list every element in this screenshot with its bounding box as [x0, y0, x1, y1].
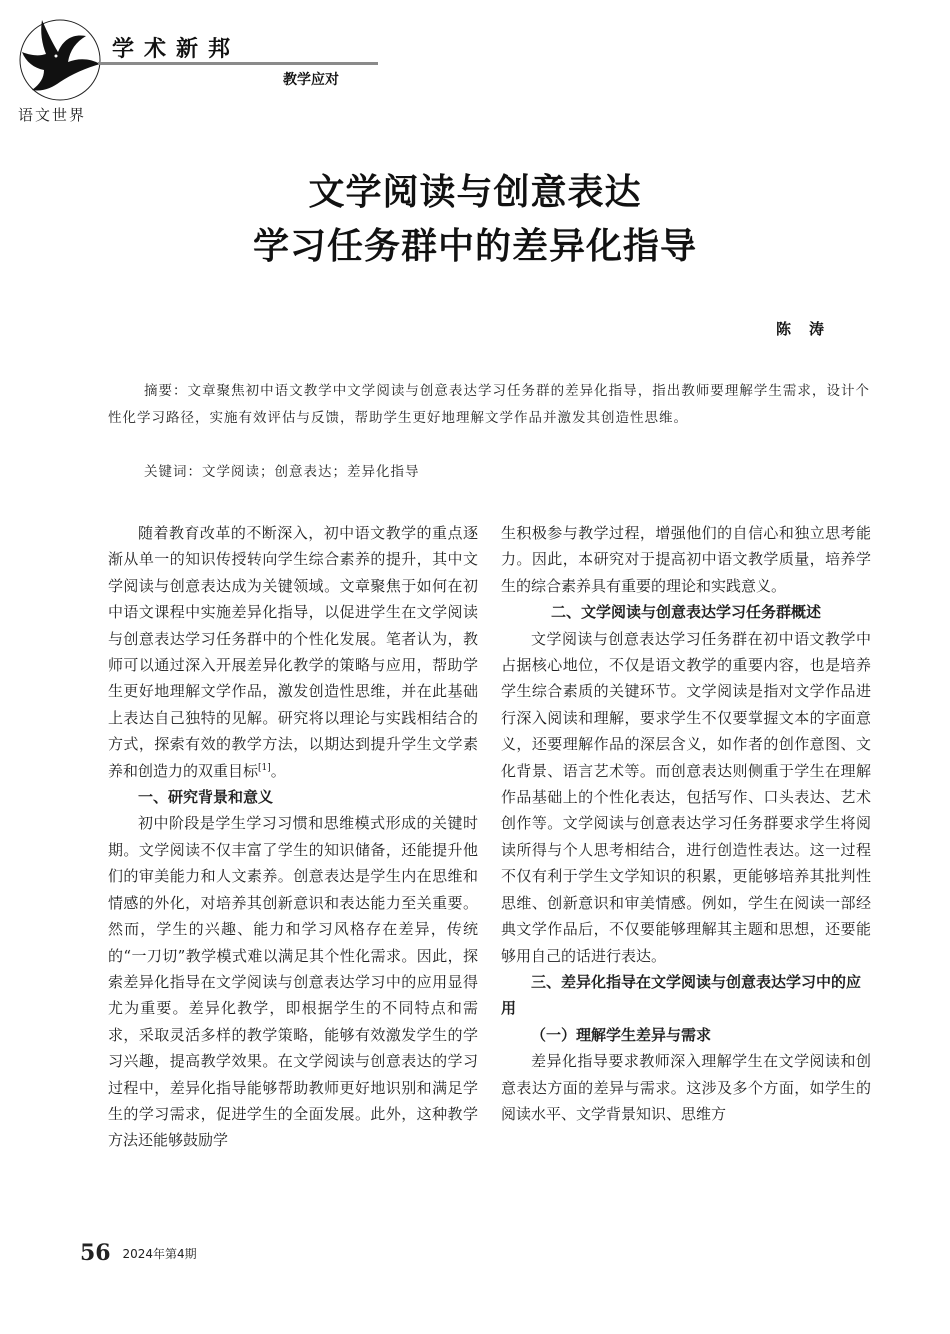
article-title-line-2: 学习任务群中的差异化指导 — [252, 226, 697, 267]
subsection-heading-1: （一）理解学生差异与需求 — [531, 1025, 712, 1044]
section-name: 教学应对 — [283, 72, 339, 88]
page-footer — [80, 1240, 197, 1266]
journal-logo — [12, 8, 112, 108]
intro-paragraph — [108, 520, 478, 784]
brand-name: 语文世界 — [18, 106, 87, 124]
header-rule — [98, 62, 378, 65]
column-name: 学术新邦 — [112, 37, 241, 62]
abstract: 摘要：文章聚焦初中语文教学中文学阅读与创意表达学习任务群的差异化指导，指出教师要理解学生需求，设计个性化学习路径，实施有效评估与反馈，帮助学生更好地理解文学作品并激发其创造性思维。 — [108, 383, 870, 426]
article-title-line-1: 文学阅读与创意表达 — [308, 172, 642, 213]
dove-logo-icon — [12, 8, 112, 108]
section-heading-2: 二、文学阅读与创意表达学习任务群概述 — [550, 603, 821, 622]
article-author: 陈涛 — [776, 320, 843, 338]
continued-paragraph: 生积极参与教学过程，增强他们的自信心和独立思考能力。因此，本研究对于提高初中语文教学质量，培养学生的综合素养具有重要的理论和实践意义。 — [501, 524, 871, 595]
keywords: 关键词：文学阅读；创意表达；差异化指导 — [144, 464, 420, 480]
section-heading-3: 三、差异化指导在文学阅读与创意表达学习中的应用 — [501, 972, 862, 1018]
right-column — [501, 520, 871, 1127]
citation-ref: [1] — [258, 762, 271, 773]
differences-paragraph: 差异化指导要求教师深入理解学生在文学阅读和创意表达方面的差异与需求。这涉及多个方面，如学生的阅读水平、文学背景知识、思维方 — [501, 1052, 871, 1123]
overview-paragraph: 文学阅读与创意表达学习任务群在初中语文教学中占据核心地位，不仅是语文教学的重要内容，也是培养学生综合素质的关键环节。文学阅读是指对文学作品进行深入阅读和理解，要求学生不仅要掌握文本的字面意义，还要理解作品的深层含义，如作者的创作意图、文化背景、语言艺术等。而创意表达则侧重于学生在理解作品基础上的个性化表达，包括写作、口头表达、艺术创作等。文学阅读与创意表达学习任务群要求学生将阅读所得与个人思考相结合，进行创造性表达。这一过程不仅有利于学生文学知识的积累，更能够培养其批判性思维、创新意识和审美情感。例如，学生在阅读一部经典文学作品后，不仅要能够理解其主题和思想，还要能够用自己的话进行表达。 — [501, 629, 871, 965]
intro-end: 。 — [270, 761, 286, 780]
left-column — [108, 520, 478, 1154]
section-heading-1: 一、研究背景和意义 — [138, 788, 274, 807]
intro-text: 随着教育改革的不断深入，初中语文教学的重点逐渐从单一的知识传授转向学生综合素养的提升，其中文学阅读与创意表达成为关键领域。文章聚焦于如何在初中语文课程中实施差异化指导，以促进学生在文学阅读与创意表达学习任务群中的个性化发展。笔者认为，教师可以通过深入开展差异化教学的策略与应用，帮助学生更好地理解文学作品，激发创造性思维，并在此基础上表达自己独特的见解。研究将以理论与实践相结合的方式，探索有效的教学方法，以期达到提升学生文学素养和创造力的双重目标 — [108, 524, 478, 780]
background-paragraph: 初中阶段是学生学习习惯和思维模式形成的关键时期。文学阅读不仅丰富了学生的知识储备，还能提升他们的审美能力和人文素养。创意表达是学生内在思维和情感的外化，对培养其创新意识和表达能力至关重要。然而，学生的兴趣、能力和学习风格存在差异，传统的“一刀切”教学模式难以满足其个性化需求。因此，探索差异化指导在文学阅读与创意表达学习中的应用显得尤为重要。差异化教学，即根据学生的不同特点和需求，采取灵活多样的教学策略，能够有效激发学生的学习兴趣，提高教学效果。在文学阅读与创意表达的学习过程中，差异化指导能够帮助教师更好地识别和满足学生的学习需求，促进学生的全面发展。此外，这种教学方法还能够鼓励学 — [108, 814, 478, 1150]
page-number: 56 — [80, 1240, 111, 1266]
issue-label: 2024年第4期 — [122, 1247, 197, 1261]
